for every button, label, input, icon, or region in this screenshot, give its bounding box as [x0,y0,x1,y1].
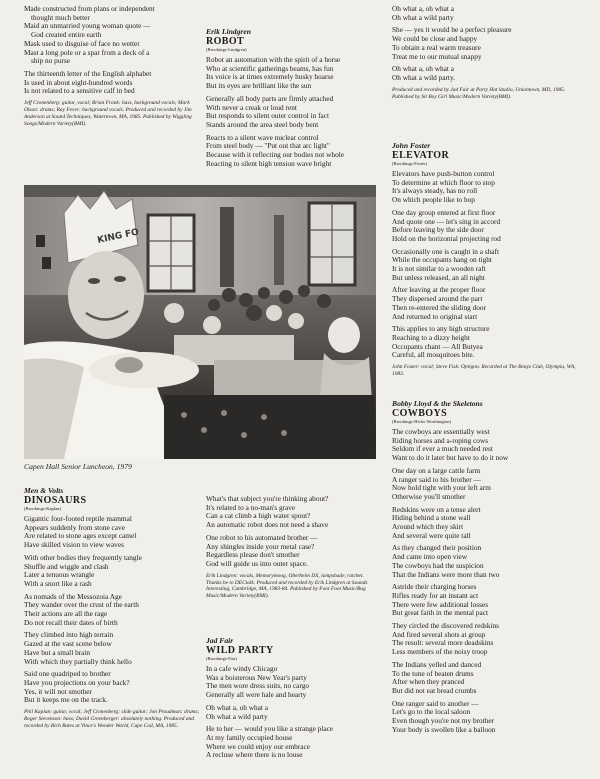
stanza [24,515,200,550]
lyric-line: Yes, it will not smother [24,686,92,696]
lyric-line: To the tune of beaten drums [392,668,474,678]
lyric-line: thought much better [31,12,90,22]
song-title: COWBOYS [392,408,448,419]
lyric-line: But great faith in the mental pact [392,608,489,618]
song-wild-party [206,636,378,764]
song-dinosaurs [24,486,200,734]
stanza [206,495,378,530]
lyric-line: But its eyes are brilliant like the sun [206,81,312,91]
lyric-line: Occupants chant — All Butyea [392,341,483,351]
lyric-line: And came into open view [392,552,467,562]
lyric-line: They wander over the crust of the earth [24,600,139,610]
lyric-line: And fired several shots at group [392,629,486,639]
stanza [392,286,580,321]
stanza [24,593,200,628]
lyric-line: While the occupants hang on tight [392,255,492,265]
stanza [24,670,200,705]
lyric-line: We could be close and happy [392,34,478,44]
lyric-line: Seldom if ever a much needed rest [392,444,493,454]
lyric-line: Any shingles inside your metal case? [206,541,315,551]
lyric-line: Stands around the area steel body bent [206,119,319,129]
lyric-line: Let's go to the local saloon [392,707,471,717]
songwriter-credit: (Brookings-Lindgren) [206,47,247,52]
lyric-line: Hold on the horizontal projecting rod [392,233,501,243]
lyric-line: One day group entered at first floor [392,207,496,217]
songwriter-credit: (Brookings-Kaplan) [24,506,61,511]
lyric-line: At my family occupied house [206,732,293,742]
lyric-line: Are related to stone ages except camel [24,531,137,541]
lyric-line: And returned to original start [392,311,478,321]
lyric-line: Have you projections on your back? [24,677,130,687]
lyric-line: Appears suddenly from stone cave [24,522,125,532]
lyric-line: To determine at which floor to stop [392,177,495,187]
lyric-line: They climbed into high terrain [24,630,114,640]
lyric-line: Before leaving by the side door [392,225,484,235]
lyric-line: As they changed their position [392,543,482,553]
song-title: WILD PARTY [206,645,274,656]
wild-party-ending [392,5,580,104]
credits-note: Phil Kaplan: guitar, vocal; Jeff Cronenberg: slide guitar; Jon Proudman: drums; Roger Stevenson: bass; David Greenberger: absolutely nothing. Produced and recorded by Rich Bates at Vince's Wonder World, Cape Cod, MA, 1985. [24,709,200,729]
lyric-line: An automatic robot does not need a shave [206,520,329,530]
lyric-line: The result: several more deadskins [392,638,494,648]
lyric-line: A ranger said to his brother — [392,474,481,484]
lyric-line: The cowboys had the suspicion [392,560,484,570]
credits-note: John Foster: vocal; Steve Fisk: Optigon. Recorded at The Beuyz Club, Olympia, WA, 1983. [392,364,576,377]
lyric-line: Its voice is at times extremely husky hoarse [206,72,334,82]
lyric-line: In a cafe windy Chicago [206,664,278,673]
stanza [24,5,194,66]
songwriter-credit: (Brookings-Foster) [392,161,428,166]
song-title: DINOSAURS [24,495,87,506]
lyric-line: Occasionally one is caught in a shaft [392,246,499,256]
lyric-line: But unless released, an all night [392,272,485,282]
credits-note: Erik Lindgren: vocals, Memorymoog, Oberheim DX, lampshade, ratchet. Thanks be to DECtalk. Produced and recorded by Erik Lindgren at Sounds Interesting, Cambridge, MA, 1983-84. Published by Foot Foot Music/Bug Music/Modern Variety(BMI). [206,572,368,600]
crown-text: KING FO [96,227,140,246]
stanza [392,661,580,696]
band-name: Men & Volts [24,486,64,495]
lyric-line: Mask used to disguise of face no wetter [24,38,140,48]
lyric-line: Because with it reflecting our bodies not whole [206,150,344,160]
lyric-line: One ranger said to another — [392,698,479,708]
lyric-line: With never a creak or loud rent [206,102,297,112]
lyric-line: Oh what a, oh what a [392,4,455,13]
stanza [206,704,378,721]
lyric-line: And several were quite tall [392,530,471,540]
stanza [206,665,378,700]
lyric-line: Oh what a, oh what a [392,64,455,74]
lyric-line: ship no purse [31,56,70,66]
lyric-line: Rifles ready for an instant act [392,590,479,600]
lyric-line: Even though you're not my brother [392,716,495,726]
stanza [206,725,378,760]
lyric-line: To obtain a real warm treasure [392,42,481,52]
lyric-line: Have but a small brain [24,647,91,657]
lyric-line: They dispersed around the part [392,294,483,304]
stanza [206,56,384,91]
lyric-line: After leaving at the proper floor [392,285,486,295]
lyric-line: Who at scientific gatherings beams, has fun [206,63,334,73]
lyric-line: Elevators have push-button control [392,169,495,178]
stanza [392,583,580,618]
lyric-line: Now hold tight with your left arm [392,483,491,493]
lyric-line: One robot to his automated brother — [206,532,318,542]
lyric-line: Oh what a wild party. [392,72,455,82]
lyric-line: This applies to any high structure [392,324,490,334]
robot-ending [206,495,378,604]
stanza [24,70,194,96]
song-title: ROBOT [206,36,245,47]
lyric-line: With which they partially think hello [24,656,132,666]
lyric-line: Robot an automation with the spirit of a horse [206,55,341,64]
stanza [392,26,580,61]
lyric-line: Then re-entered the sliding door [392,302,487,312]
lyric-line: Gazed at the vast scene below [24,639,112,649]
lyric-line: On which people like to hop [392,195,475,205]
lyric-line: Oh what a, oh what a [206,702,269,712]
stanza [24,554,200,589]
song-cowboys [392,399,580,739]
lyric-line: Their actions are all the rage [24,609,108,619]
lyric-line: Oh what a wild party [206,711,268,721]
lyric-line: What's that subject you're thinking about? [206,494,329,503]
lyric-line: Treat me to our mutual snappy [392,51,482,61]
column1-top [24,5,194,132]
lyric-line: After when they pranced [392,677,465,687]
lyric-line: Less members of the noisy troop [392,647,488,657]
lyric-line: It's always steady, has no roll [392,186,478,196]
lyric-line: Your body is swollen like a balloon [392,724,496,734]
stanza [392,428,580,463]
lyric-line: But responds to silent outer control in fact [206,111,330,121]
lyric-line: Mast a long pole or a spar from a deck of a [24,47,150,57]
lyric-line: Regardless please don't smother [206,550,300,560]
lyric-line: Generally all body parts are firmly attached [206,93,334,103]
stanza [392,325,580,360]
stanza [392,209,580,244]
lyric-line: It's related to a no-man's grave [206,502,296,512]
lyric-line: Riding horses and a-roping cows [392,435,489,445]
lyric-line: The thirteenth letter of the English alphabet [24,68,152,78]
luncheon-photo [24,185,376,459]
song-elevator [392,141,580,382]
lyric-line: As nomads of the Messozoia Age [24,591,122,601]
lyric-line: Careful, all mosquitoes bite. [392,350,475,360]
lyric-line: But it keeps me on the track. [24,695,108,705]
stanza [206,95,384,130]
lyric-line: God created entire earth [31,30,102,40]
stanza [392,700,580,735]
lyric-line: The men wore dress suits, no cargo [206,681,310,691]
lyric-line: She — yes it would be a perfect pleasure [392,25,512,35]
lyric-line: That the Indians were more than two [392,569,500,579]
stanza [392,248,580,283]
lyric-line: Generally all were hale and hearty [206,690,307,700]
lyric-line: Is not related to a sensitive calf in bed [24,86,135,96]
lyric-line: Hiding behind a stone wall [392,513,471,523]
lyric-line: God will guide us into outer space. [206,558,308,568]
lyric-line: Oh what a wild party [392,12,454,22]
lyric-line: It is not similar to a wooden raft [392,264,486,274]
lyric-line: But did not eat bread crumbs [392,685,477,695]
credits-note: Jeff Cronenberg: guitar, vocal; Brian Frank: bass, background vocals; Mark Olson: drums; Ray Fever: background vocals. Produced and recorded by Jim Anderson at Sound Techniques, Watertown, MA, 1985. Published by Wiggling Songs/Modern Variety(BMI). [24,100,192,127]
stanza [206,134,384,169]
songwriter-credit: (Brookings-Fair) [206,656,238,661]
lyric-line: Where we could enjoy our embrace [206,741,310,751]
credits-note: Produced and recorded by Jad Fair at Party Hat Studio, Uniontown, MD, 1985. Published by Sit Boy Girl Music/Modern Variety(BMI). [392,86,566,100]
lyric-line: Do not recall their dates of birth [24,617,118,627]
stanza [392,65,580,82]
song-robot [206,27,384,172]
songwriter-credit: (Brookings-Hicks-Worthington) [392,419,452,424]
stanza [392,467,580,502]
lyric-line: Otherwise you'll smother [392,491,466,501]
lyric-line: Have skilled vision to view waves [24,540,124,550]
stanza [392,506,580,541]
stanza [392,5,580,22]
stanza [392,170,580,205]
lyric-line: Redskins were on a tense alert [392,504,481,514]
lyric-line: Reacts to a silent wave nuclear control [206,132,319,142]
lyric-line: A recluse where there is no louse [206,750,303,760]
stanza [392,622,580,657]
lyric-line: The cowboys are essentially west [392,427,490,436]
lyric-line: Later a tenuous wrangle [24,570,95,580]
band-name: Bobby Lloyd & the Skeletons [392,399,483,408]
lyric-line: Shuffle and wiggle and clash [24,561,109,571]
lyric-line: Gigantic four-footed reptile mammal [24,514,132,523]
lyric-line: Around which they skirt [392,522,464,532]
lyric-line: Was a boisterous New Year's party [206,672,307,682]
band-name: John Foster [392,141,431,150]
lyric-line: With other bodies they frequently tangle [24,552,142,562]
lyric-line: Reaching to a dizzy height [392,332,470,342]
lyric-line: There were few additional losses [392,599,489,609]
song-title: ELEVATOR [392,150,450,161]
stanza [392,544,580,579]
lyric-line: He to her — would you like a strange place [206,724,334,734]
lyric-line: Want to do it later but have to do it now [392,453,509,463]
lyric-line: With a snort like a rash [24,578,92,588]
lyric-line: Reacting to silent high tension wave bright [206,158,332,168]
lyric-line: Maid an unmarried young woman quote — [24,21,151,31]
lyric-line: They circled the discovered redskins [392,621,499,631]
lyric-line: Astride their charging horses [392,582,477,592]
band-name: Jad Fair [206,636,234,645]
lyric-line: Can a cat climb a high water spout? [206,511,311,521]
stanza [206,534,378,569]
lyric-line: The Indians yelled and danced [392,659,482,669]
band-name: Erik Lindgren [206,27,251,36]
lyric-line: From steel body — "Put out that arc light" [206,141,330,151]
lyric-line: And quote one — let's sing in accord [392,216,501,226]
photo-caption: Capen Hall Senior Luncheon, 1979 [24,462,132,471]
stanza [24,631,200,666]
lyric-line: Is used in about eight-hundred words [24,77,133,87]
lyric-line: Said one quadriped to brother [24,669,111,679]
lyric-line: Made constructed from plans or independent [24,4,155,13]
lyric-line: One day on a large cattle farm [392,465,481,475]
